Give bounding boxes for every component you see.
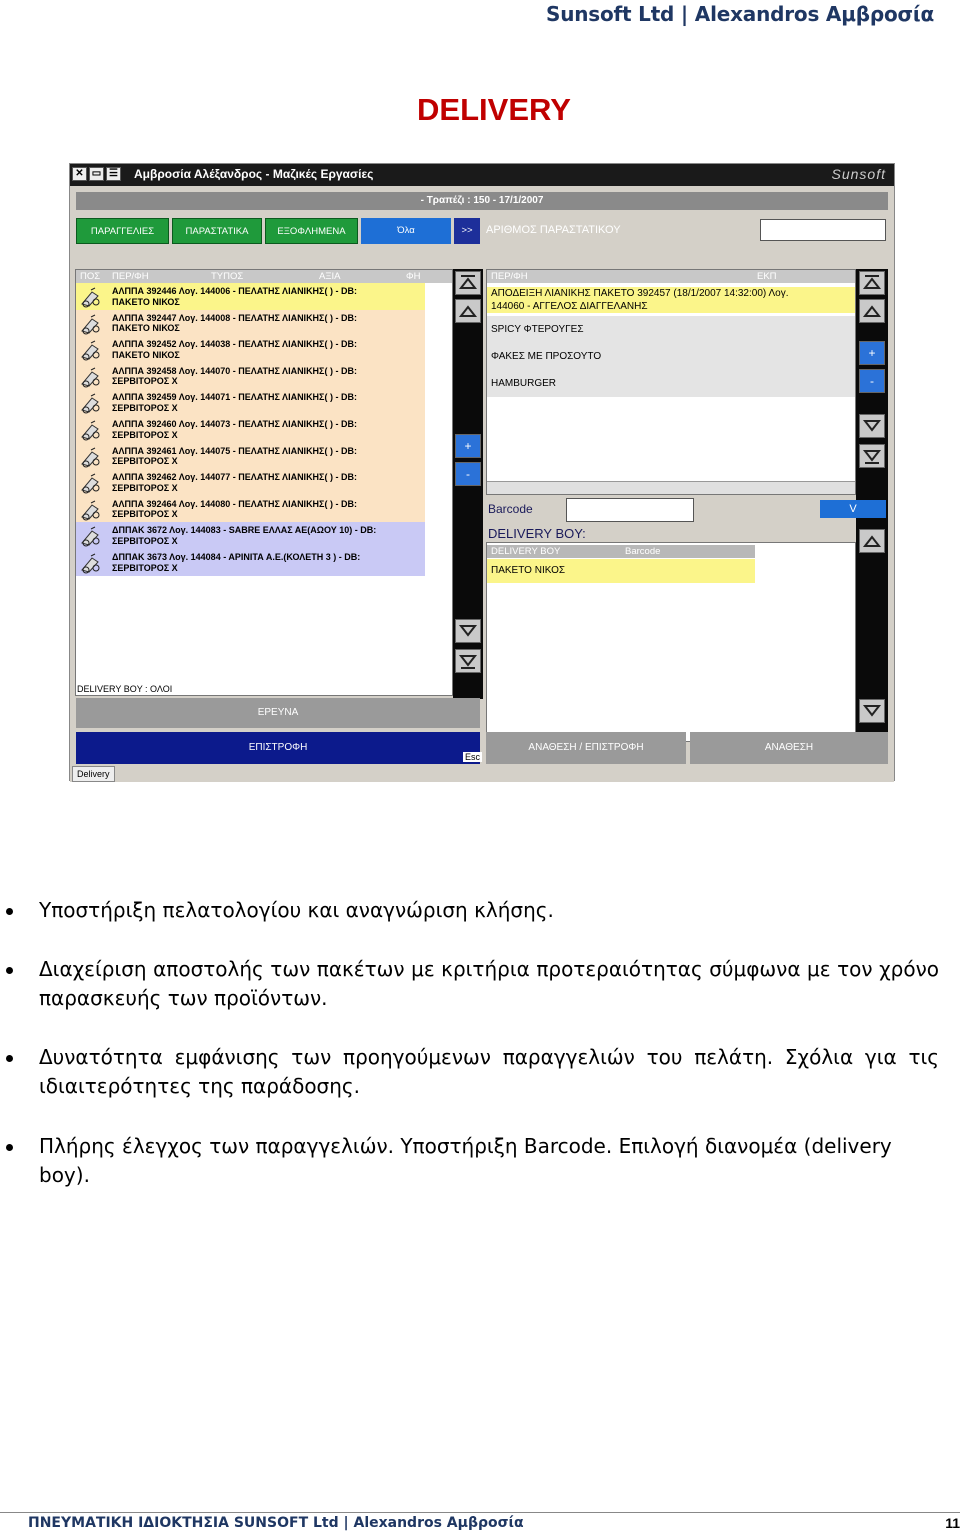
receipt-lines-list bbox=[486, 269, 856, 495]
receipt-scroll-up-icon[interactable] bbox=[859, 299, 885, 323]
delivery-boy-list bbox=[486, 542, 856, 742]
feature-item: Δυνατότητα εμφάνισης των προηγούμενων παραγγελιών του πελάτη. Σχόλια για τις ιδιαιτερότητες της παράδοσης. bbox=[39, 1045, 939, 1098]
window-title: Αμβροσία Αλέξανδρος - Μαζικές Εργασίες bbox=[134, 167, 374, 181]
tab-next[interactable]: >> bbox=[454, 218, 480, 244]
scroll-down-icon[interactable] bbox=[455, 619, 481, 643]
scooter-icon bbox=[80, 499, 102, 521]
page-number: 11 bbox=[945, 1515, 960, 1531]
col-fi: ΦΗ bbox=[406, 271, 421, 282]
menu-icon[interactable]: ☰ bbox=[106, 167, 121, 181]
order-line2: ΣΕΡΒΙΤΟΡΟΣ Χ bbox=[112, 535, 178, 546]
scooter-icon bbox=[80, 392, 102, 414]
document-title: DELIVERY bbox=[417, 92, 571, 127]
order-row[interactable] bbox=[76, 389, 425, 416]
order-line2: ΣΕΡΒΙΤΟΡΟΣ Χ bbox=[112, 456, 178, 467]
scroll-bottom-icon[interactable] bbox=[455, 649, 481, 673]
bullet-icon bbox=[6, 1144, 13, 1151]
scooter-icon bbox=[80, 446, 102, 468]
status-tab-delivery[interactable]: Delivery bbox=[72, 766, 115, 782]
page-footer bbox=[0, 1512, 960, 1534]
receipt-line[interactable]: 144060 - ΑΓΓΕΛΟΣ ΔΙΑΓΓΕΛΑΝΗΣ bbox=[487, 300, 855, 313]
receipt-list-header bbox=[487, 270, 855, 283]
delivery-scroll-up-icon[interactable] bbox=[859, 529, 885, 553]
tab-settled[interactable]: ΕΞΟΦΛΗΜΕΝΑ bbox=[265, 218, 358, 244]
order-line1: ΔΠΠΑΚ 3672 Λογ. 144083 - SABRE ΕΛΛΑΣ ΑΕ(ΑΩΟΥ 10) - DB: bbox=[112, 525, 377, 536]
app-window bbox=[69, 163, 895, 781]
order-row[interactable] bbox=[76, 336, 425, 363]
order-line1: ΑΛΠΠΑ 392461 Λογ. 144075 - ΠΕΛΑΤΗΣ ΛΙΑΝΙΚΗΣ( ) - DB: bbox=[112, 445, 357, 456]
barcode-input[interactable] bbox=[566, 498, 694, 522]
receipt-minus-button[interactable]: - bbox=[859, 369, 885, 393]
col-delivery-boy: DELIVERY BOY bbox=[491, 546, 561, 557]
delivery-list-header bbox=[487, 545, 755, 558]
bullet-icon bbox=[6, 1055, 13, 1062]
col-perfi: ΠΕΡ/ΦΗ bbox=[112, 271, 149, 282]
scooter-icon bbox=[80, 313, 102, 335]
receipt-line[interactable]: ΦΑΚΕΣ ΜΕ ΠΡΟΣΟΥΤΟ bbox=[487, 343, 855, 370]
app-content bbox=[70, 186, 894, 782]
order-line1: ΑΛΠΠΑ 392446 Λογ. 144006 - ΠΕΛΑΤΗΣ ΛΙΑΝΙΚΗΣ( ) - DB: bbox=[112, 286, 357, 296]
scooter-icon bbox=[80, 525, 102, 547]
barcode-label: Barcode bbox=[488, 502, 533, 516]
col-perfi-right: ΠΕΡ/ΦΗ bbox=[491, 271, 528, 282]
scooter-icon bbox=[80, 472, 102, 494]
receipt-scroll-bottom-icon[interactable] bbox=[859, 444, 885, 468]
window-titlebar bbox=[70, 164, 894, 186]
order-line1: ΑΛΠΠΑ 392447 Λογ. 144008 - ΠΕΛΑΤΗΣ ΛΙΑΝΙΚΗΣ( ) - DB: bbox=[112, 312, 357, 323]
sunsoft-logo: Sunsoft bbox=[831, 166, 886, 182]
info-bar: - Τραπέζι : 150 - 17/1/2007 bbox=[76, 192, 888, 210]
delivery-boy-item[interactable]: ΠΑΚΕΤΟ ΝΙΚΟΣ bbox=[487, 559, 755, 583]
receipt-plus-button[interactable]: + bbox=[859, 341, 885, 365]
order-line2: ΣΕΡΒΙΤΟΡΟΣ Χ bbox=[112, 562, 178, 573]
delivery-boy-label: DELIVERY BOY: bbox=[488, 526, 586, 541]
receipt-line[interactable]: ΑΠΟΔΕΙΞΗ ΛΙΑΝΙΚΗΣ ΠΑΚΕΤΟ 392457 (18/1/2007 14:32:00) Λογ. bbox=[487, 287, 855, 300]
scooter-icon bbox=[80, 286, 102, 308]
delivery-boy-filter: DELIVERY BOY : ΟΛΟΙ bbox=[77, 684, 173, 694]
order-line2: ΠΑΚΕΤΟ ΝΙΚΟΣ bbox=[112, 349, 180, 360]
delivery-scroll-down-icon[interactable] bbox=[859, 699, 885, 723]
order-line1: ΑΛΠΠΑ 392464 Λογ. 144080 - ΠΕΛΑΤΗΣ ΛΙΑΝΙΚΗΣ( ) - DB: bbox=[112, 498, 357, 509]
tab-orders[interactable]: ΠΑΡΑΓΓΕΛΙΕΣ bbox=[76, 218, 169, 244]
order-line1: ΑΛΠΠΑ 392460 Λογ. 144073 - ΠΕΛΑΤΗΣ ΛΙΑΝΙΚΗΣ( ) - DB: bbox=[112, 419, 357, 429]
orders-list bbox=[75, 269, 453, 696]
receipt-line[interactable]: SPICY ΦΤΕΡΟΥΓΕΣ bbox=[487, 316, 855, 343]
receipt-number-label: ΑΡΙΘΜΟΣ ΠΑΡΑΣΤΑΤΙΚΟΥ bbox=[486, 224, 621, 236]
order-line1: ΑΛΠΠΑ 392462 Λογ. 144077 - ΠΕΛΑΤΗΣ ΛΙΑΝΙΚΗΣ( ) - DB: bbox=[112, 472, 357, 483]
order-line2: ΠΑΚΕΤΟ ΝΙΚΟΣ bbox=[112, 296, 180, 307]
order-row[interactable] bbox=[76, 283, 425, 310]
minimize-icon[interactable]: ▭ bbox=[89, 167, 104, 181]
order-line2: ΣΕΡΒΙΤΟΡΟΣ Χ bbox=[112, 509, 178, 520]
order-line2: ΣΕΡΒΙΤΟΡΟΣ Χ bbox=[112, 429, 178, 440]
col-pos: ΠΟΣ bbox=[80, 271, 101, 282]
page-header: Sunsoft Ltd | Alexandros Αμβροσία bbox=[546, 2, 934, 26]
minus-button[interactable]: - bbox=[455, 462, 481, 486]
col-type: ΤΥΠΟΣ bbox=[211, 271, 244, 282]
receipt-scroll-top-icon[interactable] bbox=[859, 271, 885, 295]
order-line2: ΠΑΚΕΤΟ ΝΙΚΟΣ bbox=[112, 323, 180, 334]
bullet-icon bbox=[6, 908, 13, 915]
esc-label: Esc bbox=[465, 752, 481, 762]
orders-list-header bbox=[76, 270, 452, 283]
assign-return-button[interactable]: ΑΝΑΘΕΣΗ / ΕΠΙΣΤΡΟΦΗ bbox=[486, 732, 686, 764]
order-line1: ΑΛΠΠΑ 392459 Λογ. 144071 - ΠΕΛΑΤΗΣ ΛΙΑΝΙΚΗΣ( ) - DB: bbox=[112, 392, 357, 403]
scooter-icon bbox=[80, 366, 102, 388]
feature-item: Υποστήριξη πελατολογίου και αναγνώριση κλήσης. bbox=[39, 898, 554, 922]
order-row[interactable] bbox=[76, 443, 425, 470]
receipt-line[interactable]: HAMBURGER bbox=[487, 370, 855, 397]
scroll-up-icon[interactable] bbox=[455, 299, 481, 323]
tab-receipts[interactable]: ΠΑΡΑΣΤΑΤΙΚΑ bbox=[172, 218, 262, 244]
col-barcode: Barcode bbox=[625, 546, 661, 557]
order-line1: ΔΠΠΑΚ 3673 Λογ. 144084 - ΑΡΙΝΙΤΑ Α.Ε.(ΚΟΛΕΤΗ 3 ) - DB: bbox=[112, 552, 361, 562]
scooter-icon bbox=[80, 552, 102, 574]
receipt-number-input[interactable] bbox=[760, 219, 886, 241]
left-scroll-column bbox=[453, 269, 483, 699]
order-row[interactable] bbox=[76, 469, 425, 496]
order-row[interactable] bbox=[76, 522, 425, 549]
bullet-icon bbox=[6, 967, 13, 974]
scooter-icon bbox=[80, 419, 102, 441]
order-row[interactable] bbox=[76, 416, 425, 443]
order-line2: ΣΕΡΒΙΤΟΡΟΣ Χ bbox=[112, 376, 178, 387]
order-row[interactable] bbox=[76, 496, 425, 523]
order-line2: ΣΕΡΒΙΤΟΡΟΣ Χ bbox=[112, 402, 178, 413]
order-row[interactable] bbox=[76, 549, 425, 576]
plus-button[interactable]: + bbox=[455, 434, 481, 458]
order-line2: ΣΕΡΒΙΤΟΡΟΣ Χ bbox=[112, 482, 178, 493]
assign-button[interactable]: ΑΝΑΘΕΣΗ bbox=[690, 732, 888, 764]
search-button[interactable]: ΕΡΕΥΝΑ bbox=[76, 698, 480, 728]
feature-item: Διαχείριση αποστολής των πακέτων με κριτήρια προτεραιότητας σύμφωνα με τον χρόνο παρασκευής των προϊόντων. bbox=[39, 957, 939, 1010]
scooter-icon bbox=[80, 339, 102, 361]
close-icon[interactable]: ✕ bbox=[72, 167, 87, 181]
order-line1: ΑΛΠΠΑ 392452 Λογ. 144038 - ΠΕΛΑΤΗΣ ΛΙΑΝΙΚΗΣ( ) - DB: bbox=[112, 339, 357, 350]
tab-all[interactable]: Όλα bbox=[361, 218, 451, 244]
back-button[interactable]: ΕΠΙΣΤΡΟΦΗ bbox=[76, 732, 480, 764]
scroll-top-icon[interactable] bbox=[455, 271, 481, 295]
col-value: ΑΞΙΑ bbox=[319, 271, 341, 282]
receipt-scroll-down-icon[interactable] bbox=[859, 414, 885, 438]
footer-copyright: ΠΝΕΥΜΑΤΙΚΗ ΙΔΙΟΚΤΗΣΙΑ SUNSOFT Ltd | Alexandros Αμβροσία bbox=[28, 1515, 524, 1531]
barcode-go-button[interactable]: V bbox=[820, 500, 886, 518]
order-line1: ΑΛΠΠΑ 392458 Λογ. 144070 - ΠΕΛΑΤΗΣ ΛΙΑΝΙΚΗΣ( ) - DB: bbox=[112, 365, 357, 376]
col-discount: ΕΚΠ bbox=[757, 271, 777, 282]
horizontal-scrollbar[interactable] bbox=[487, 481, 855, 494]
feature-item: Πλήρης έλεγχος των παραγγελιών. Υποστήριξη Barcode. Επιλογή διανομέα (delivery boy). bbox=[39, 1134, 892, 1187]
order-row[interactable] bbox=[76, 310, 425, 337]
order-row[interactable] bbox=[76, 363, 425, 390]
